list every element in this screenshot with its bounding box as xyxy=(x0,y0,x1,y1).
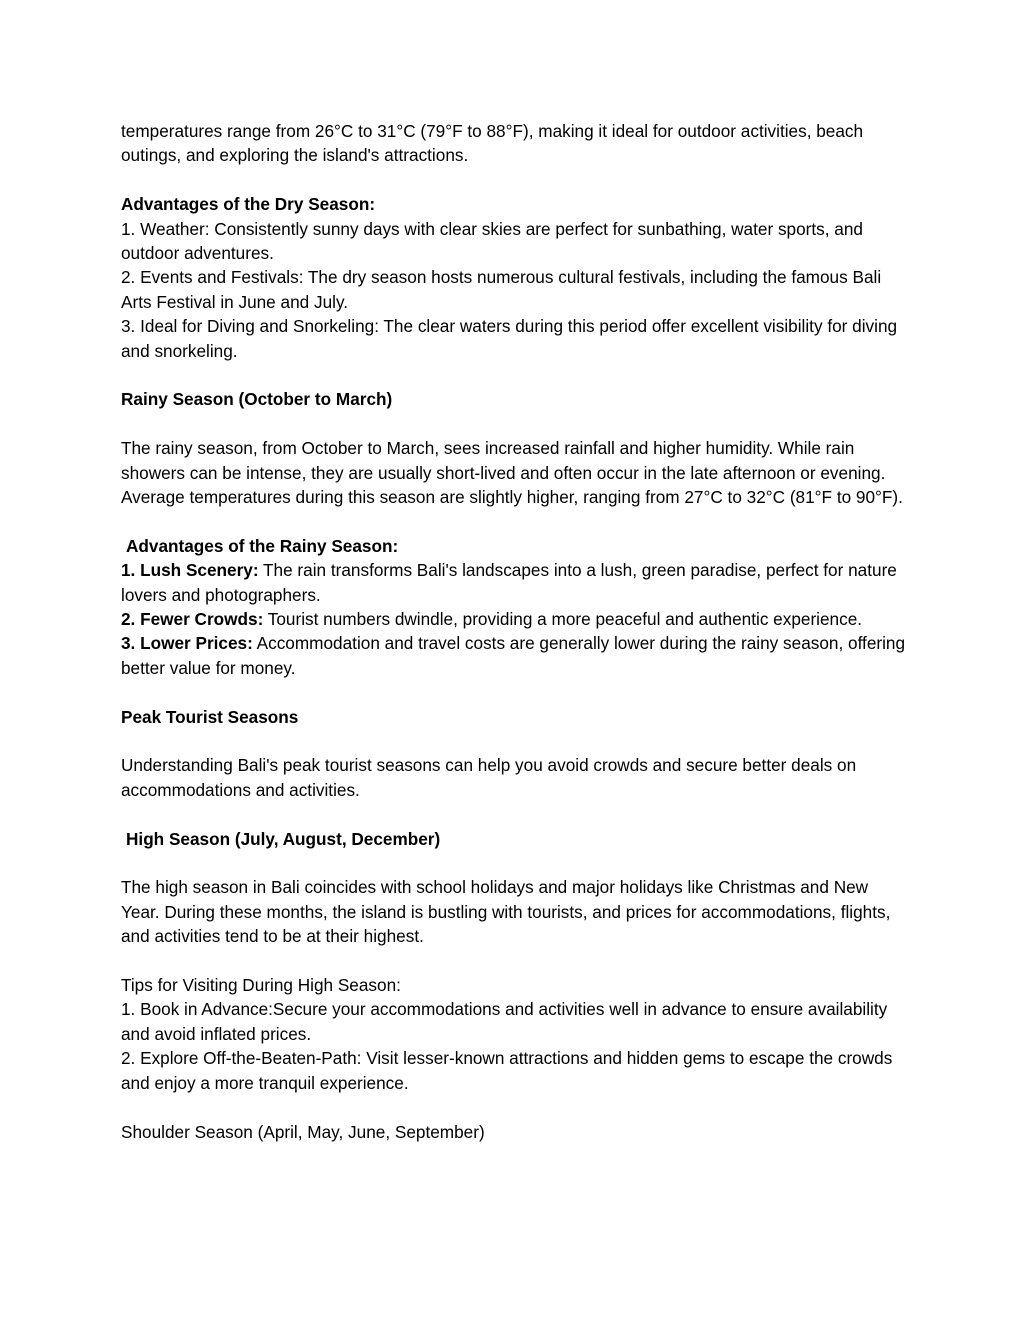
dry-advantage-item: 2. Events and Festivals: The dry season hosts numerous cultural festivals, including the famous Bali Arts Festival in June and July. xyxy=(121,267,885,312)
spacer xyxy=(121,851,911,875)
rainy-advantage-title: 3. Lower Prices: xyxy=(121,633,253,654)
rainy-advantage-item xyxy=(121,558,911,607)
rainy-advantage-text: The rain transforms Bali's landscapes into a lush, green paradise, perfect for nature lovers and photographers. xyxy=(121,560,902,605)
spacer xyxy=(121,509,911,533)
high-season-heading: High Season (July, August, December) xyxy=(126,828,441,849)
rainy-advantage-item xyxy=(121,631,911,680)
rainy-advantages-heading: Advantages of the Rainy Season: xyxy=(126,535,399,556)
dry-advantage-item: 3. Ideal for Diving and Snorkeling: The clear waters during this period offer excellent visibility for diving and snorkeling. xyxy=(121,316,902,361)
spacer xyxy=(121,168,911,192)
spacer xyxy=(121,412,911,436)
high-season-paragraph: The high season in Bali coincides with school holidays and major holidays like Christmas and New Year. During these months, the island is bustling with tourists, and prices for accommodations, flights, and activities tend to be at their highest. xyxy=(121,877,896,947)
spacer xyxy=(121,1095,911,1119)
tips-heading: Tips for Visiting During High Season: xyxy=(121,975,401,996)
spacer xyxy=(121,363,911,387)
rainy-advantage-title: 1. Lush Scenery: xyxy=(121,560,259,581)
rainy-advantage-text: Accommodation and travel costs are generally lower during the rainy season, offering better value for money. xyxy=(121,633,910,678)
rainy-advantage-title: 2. Fewer Crowds: xyxy=(121,609,264,630)
intro-continuation: temperatures range from 26°C to 31°C (79°F to 88°F), making it ideal for outdoor activities, beach outings, and exploring the island's attractions. xyxy=(121,121,868,166)
rainy-season-heading: Rainy Season (October to March) xyxy=(121,389,393,410)
rainy-advantage-text: Tourist numbers dwindle, providing a more peaceful and authentic experience. xyxy=(263,609,863,630)
spacer xyxy=(121,680,911,704)
spacer xyxy=(121,729,911,753)
document-page xyxy=(121,119,911,1144)
dry-advantages-heading: Advantages of the Dry Season: xyxy=(121,194,376,215)
peak-seasons-paragraph: Understanding Bali's peak tourist seasons can help you avoid crowds and secure better deals on accommodations and activities. xyxy=(121,755,861,800)
shoulder-season-heading: Shoulder Season (April, May, June, September) xyxy=(121,1121,485,1142)
peak-seasons-heading: Peak Tourist Seasons xyxy=(121,706,299,727)
rainy-season-paragraph: The rainy season, from October to March, sees increased rainfall and higher humidity. While rain showers can be intense, they are usually short-lived and often occur in the late afternoon or evening. Average temperatures during this season are slightly higher, ranging from 27°C to 32°C (81°F to 90°F). xyxy=(121,438,903,508)
tip-item: 2. Explore Off-the-Beaten-Path: Visit lesser-known attractions and hidden gems to escape the crowds and enjoy a more tranquil experience. xyxy=(121,1048,898,1093)
rainy-advantage-item xyxy=(121,607,911,631)
spacer xyxy=(121,949,911,973)
tip-item: 1. Book in Advance:Secure your accommodations and activities well in advance to ensure availability and avoid inflated prices. xyxy=(121,999,893,1044)
spacer xyxy=(121,802,911,826)
dry-advantage-item: 1. Weather: Consistently sunny days with clear skies are perfect for sunbathing, water sports, and outdoor adventures. xyxy=(121,218,868,264)
